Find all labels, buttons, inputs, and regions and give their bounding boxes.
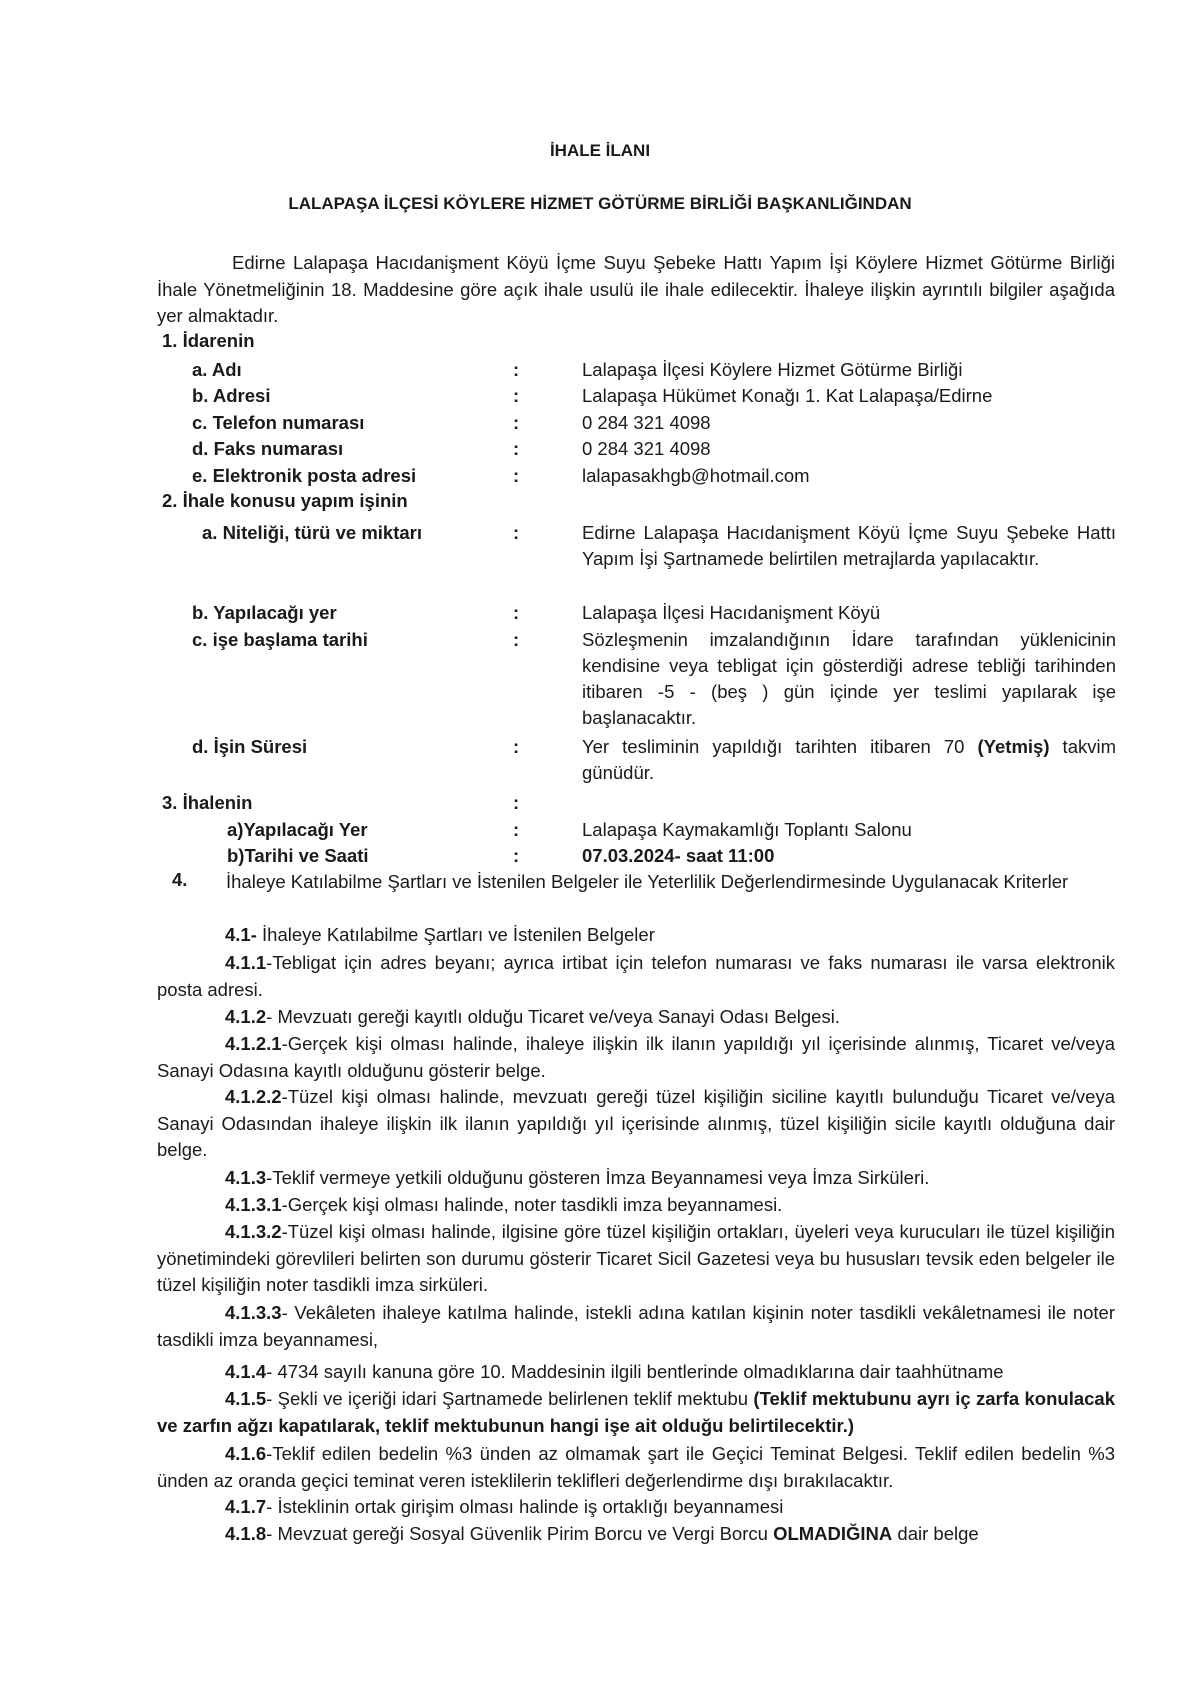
clause-text: -Teklif vermeye yetkili olduğunu gösteren İmza Beyannamesi veya İmza Sirküleri. — [266, 1167, 930, 1188]
clause-paragraph — [157, 1494, 1115, 1521]
row-label: e. Elektronik posta adresi — [192, 465, 417, 486]
row-label: d. Faks numarası — [192, 438, 344, 459]
clause-paragraph — [157, 1004, 1115, 1031]
clause-text: -Tebligat için adres beyanı; ayrıca irtibat için telefon numarası ve faks numarası ile varsa elektronik posta adresi. — [157, 952, 1115, 1000]
section-4-heading: İhaleye Katılabilme Şartları ve İstenilen Belgeler ile Yeterlilik Değerlendirmesinde Uygulanacak Kriterler — [226, 871, 1069, 892]
clause-paragraph — [157, 922, 1115, 949]
clause-text: -Gerçek kişi olması halinde, ihaleye ilişkin ilk ilanın yapıldığı yıl içerisinde alınmış, Ticaret ve/veya Sanayi Odasına kayıtlı olduğunu gösterir belge. — [157, 1033, 1115, 1081]
row-value: Sözleşmenin imzalandığının İdare tarafından yüklenicinin kendisine veya tebligat için gösterdiği adrese tebliği tarihinden itibaren -5 - (beş ) gün içinde yer teslimi yapılarak işe başlanacaktır. — [582, 629, 1116, 728]
clause-text: -Gerçek kişi olması halinde, noter tasdikli imza beyannamesi. — [281, 1194, 783, 1215]
clause-number: 4.1.4 — [225, 1361, 267, 1382]
row-label: b. Adresi — [192, 385, 271, 406]
row-value: lalapasakhgb@hotmail.com — [582, 465, 810, 486]
clause-bold-text: (Teklif mektubunu ayrı iç zarfa konulacak ve zarfın ağzı kapatılarak, teklif mektubunun hangi işe ait olduğu belirtilecektir.) — [157, 1388, 1116, 1436]
clause-text: - Vekâleten ihaleye katılma halinde, istekli adına katılan kişinin noter tasdikli vekâletnamesi ile noter tasdikli imza beyannamesi, — [157, 1302, 1115, 1350]
section-2-heading: 2. İhale konusu yapım işinin — [162, 490, 408, 511]
clause-paragraph — [157, 1031, 1115, 1084]
duration-bold: (Yetmiş) — [977, 736, 1050, 757]
document-subtitle: LALAPAŞA İLÇESİ KÖYLERE HİZMET GÖTÜRME BİRLİĞİ BAŞKANLIĞINDAN — [288, 194, 912, 213]
row-colon: : — [513, 629, 520, 650]
row-label: d. İşin Süresi — [192, 736, 308, 757]
row-label: b. Yapılacağı yer — [192, 602, 337, 623]
row-label: b)Tarihi ve Saati — [227, 845, 369, 866]
clause-paragraph — [157, 1165, 1115, 1192]
clause-number: 4.1.3.2 — [225, 1221, 282, 1242]
clause-bold-text: OLMADIĞINA — [773, 1523, 893, 1544]
clause-text: - İsteklinin ortak girişim olması halinde iş ortaklığı beyannamesi — [266, 1496, 784, 1517]
clause-number: 4.1.2.2 — [225, 1086, 282, 1107]
row-value: Lalapaşa İlçesi Köylere Hizmet Götürme Birliği — [582, 359, 963, 380]
clause-paragraph — [157, 1192, 1115, 1219]
section-3-heading: 3. İhalenin — [162, 792, 253, 813]
clause-number: 4.1.6 — [225, 1443, 267, 1464]
section-1-heading: 1. İdarenin — [162, 330, 255, 351]
clause-text: -Tüzel kişi olması halinde, ilgisine göre tüzel kişiliğin ortakları, üyeleri veya kurucuları ile tüzel kişiliğin yönetimindeki görevlileri belirten son durumu gösterir Ticaret Sicil Gazetesi veya bu hususları tevsik eden belgeler ile tüzel kişiliğin noter tasdikli imza sirküleri. — [157, 1221, 1115, 1295]
clause-text: -Teklif edilen bedelin %3 ünden az olmamak şart ile Geçici Teminat Belgesi. Teklif edilen bedelin %3 ünden az oranda geçici teminat veren isteklilerin teklifleri değerlendirme dışı bırakılacaktır. — [157, 1443, 1115, 1491]
clause-number: 4.1.7 — [225, 1496, 267, 1517]
row-colon: : — [513, 385, 520, 406]
clause-paragraph — [157, 1521, 1115, 1548]
row-colon: : — [513, 412, 520, 433]
clause-paragraph — [157, 1084, 1115, 1164]
duration-text: Yer tesliminin yapıldığı tarihten itibaren 70 — [582, 736, 978, 757]
row-label: a)Yapılacağı Yer — [227, 819, 368, 840]
clause-number: 4.1- — [225, 924, 257, 945]
clause-number: 4.1.1 — [225, 952, 267, 973]
clause-tail-text: dair belge — [892, 1523, 979, 1544]
clause-number: 4.1.3.3 — [225, 1302, 282, 1323]
row-value: 0 284 321 4098 — [582, 412, 711, 433]
clause-number: 4.1.5 — [225, 1388, 267, 1409]
row-value — [582, 734, 1116, 786]
section-4-number: 4. — [172, 869, 188, 890]
clause-text: - Şekli ve içeriği idari Şartnamede belirlenen teklif mektubu — [266, 1388, 754, 1409]
row-colon: : — [513, 438, 520, 459]
row-colon: : — [513, 359, 520, 380]
clause-paragraph — [157, 1386, 1115, 1439]
duration-tail: takvim günüdür. — [582, 736, 1117, 783]
clause-text: -Tüzel kişi olması halinde, mevzuatı gereği tüzel kişiliğin siciline kayıtlı bulunduğu Ticaret ve/veya Sanayi Odasından ihaleye ilişkin ilk ilanın yapıldığı yıl içerisinde alınmış, tüzel kişiliğin sicile kayıtlı olduğuna dair belge. — [157, 1086, 1115, 1160]
row-label: a. Niteliği, türü ve miktarı — [202, 522, 423, 543]
clause-text: İhaleye Katılabilme Şartları ve İstenilen Belgeler — [256, 924, 655, 945]
clause-text: - Mevzuatı gereği kayıtlı olduğu Ticaret ve/veya Sanayi Odası Belgesi. — [266, 1006, 840, 1027]
clause-paragraph — [157, 950, 1115, 1003]
row-colon: : — [513, 602, 520, 623]
intro-paragraph — [157, 250, 1115, 330]
row-label: a. Adı — [192, 359, 242, 380]
clause-paragraph — [157, 1219, 1115, 1299]
row-value: 0 284 321 4098 — [582, 438, 711, 459]
row-value: Lalapaşa Hükümet Konağı 1. Kat Lalapaşa/Edirne — [582, 385, 993, 406]
row-value: Lalapaşa İlçesi Hacıdanişment Köyü — [582, 602, 881, 623]
clause-paragraph — [157, 1300, 1115, 1353]
clause-paragraph — [157, 1359, 1115, 1386]
clause-text: - 4734 sayılı kanuna göre 10. Maddesinin ilgili bentlerinde olmadıklarına dair taahhütname — [266, 1361, 1004, 1382]
clause-number: 4.1.8 — [225, 1523, 267, 1544]
row-colon: : — [513, 819, 520, 840]
row-colon: : — [513, 736, 520, 757]
row-label: c. Telefon numarası — [192, 412, 365, 433]
intro-text: Edirne Lalapaşa Hacıdanişment Köyü İçme Suyu Şebeke Hattı Yapım İşi Köylere Hizmet Götürme Birliği İhale Yönetmeliğinin 18. Maddesine göre açık ihale usulü ile ihale edilecektir. İhaleye ilişkin ayrıntılı bilgiler aşağıda yer almaktadır. — [157, 252, 1115, 326]
row-value: Edirne Lalapaşa Hacıdanişment Köyü İçme Suyu Şebeke Hattı Yapım İşi Şartnamede belirtilen metrajlarda yapılacaktır. — [582, 522, 1116, 569]
clause-number: 4.1.2.1 — [225, 1033, 282, 1054]
row-label: c. işe başlama tarihi — [192, 629, 368, 650]
clause-paragraph — [157, 1441, 1115, 1494]
clause-text: - Mevzuat gereği Sosyal Güvenlik Pirim Borcu ve Vergi Borcu — [266, 1523, 774, 1544]
clause-number: 4.1.3 — [225, 1167, 267, 1188]
row-value: Lalapaşa Kaymakamlığı Toplantı Salonu — [582, 819, 912, 840]
row-colon: : — [513, 792, 520, 813]
row-value: 07.03.2024- saat 11:00 — [582, 845, 775, 866]
row-colon: : — [513, 845, 520, 866]
row-colon: : — [513, 522, 520, 543]
document-title: İHALE İLANI — [549, 141, 651, 160]
clause-number: 4.1.2 — [225, 1006, 267, 1027]
clause-number: 4.1.3.1 — [225, 1194, 282, 1215]
row-colon: : — [513, 465, 520, 486]
